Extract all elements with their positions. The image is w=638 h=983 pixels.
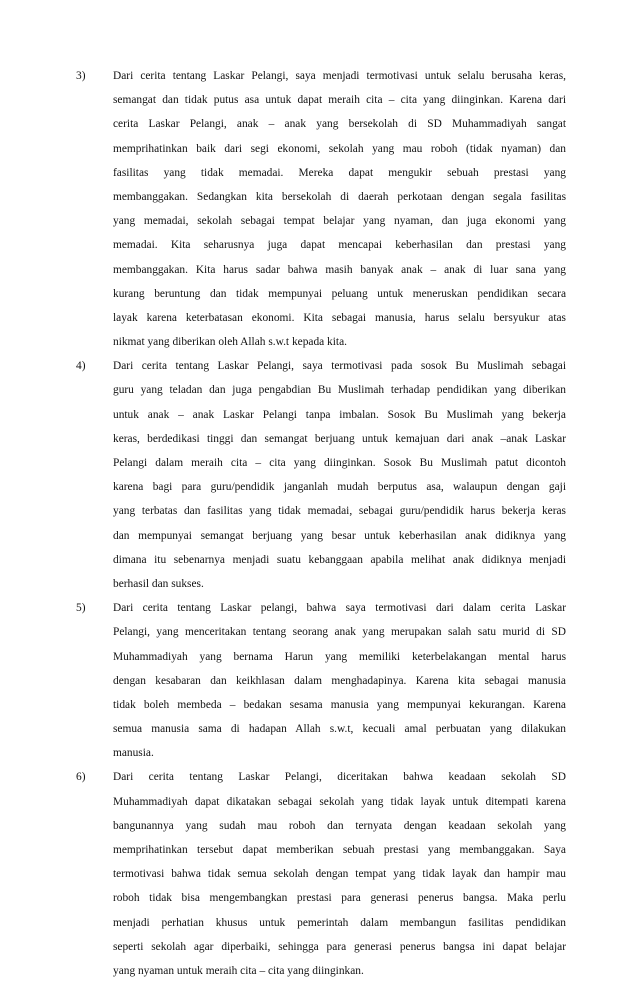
text-line: guru yang teladan dan juga pengabdian Bu Muslimah terhadap pendidikan yang diberikan [113, 384, 566, 397]
list-item-6 [76, 765, 566, 983]
text-line: memprihatinkan tersebut dapat memberikan sebuah prestasi yang membanggakan. Saya [113, 844, 566, 856]
text-line: bangunannya yang sudah mau roboh dan ternyata dengan keadaan sekolah yang [113, 819, 566, 832]
text-line: semangat dan tidak putus asa untuk dapat meraih cita – cita yang diinginkan. Karena dari [113, 94, 566, 107]
text-line: Pelangi, yang menceritakan tentang seorang anak yang merupakan salah satu murid di SD [113, 626, 566, 639]
text-line: Muhammadiyah dapat dikatakan sebagai sekolah yang tidak layak untuk ditempati karena [113, 795, 566, 808]
text-line: untuk anak – anak Laskar Pelangi tanpa imbalan. Sosok Bu Muslimah yang bekerja [113, 408, 566, 421]
text-line: menjadi perhatian khusus untuk pemerintah dalam membangun fasilitas pendidikan [113, 916, 566, 929]
text-line: nikmat yang diberikan oleh Allah s.w.t kepada kita. [113, 336, 347, 349]
text-line: Dari cerita tentang Laskar Pelangi, diceritakan bahwa keadaan sekolah SD [113, 771, 566, 784]
text-line: Dari cerita tentang Laskar pelangi, bahwa saya termotivasi dari dalam cerita Laskar [113, 602, 566, 615]
text-line: memadai. Kita seharusnya juga dapat mencapai keberhasilan dan prestasi yang [113, 239, 566, 252]
text-line: berhasil dan sukses. [113, 577, 204, 590]
text-line: membanggakan. Kita harus sadar bahwa masih banyak anak – anak di luar sana yang [113, 263, 566, 276]
text-line: yang nyaman untuk meraih cita – cita yang diinginkan. [113, 964, 364, 977]
text-line: Pelangi dalam meraih cita – cita yang diinginkan. Sosok Bu Muslimah patut dicontoh [113, 457, 566, 469]
list-item-3 [76, 64, 566, 354]
text-line: Dari cerita tentang Laskar Pelangi, saya termotivasi pada sosok Bu Muslimah sebagai [113, 360, 566, 373]
list-number: 5) [76, 602, 86, 615]
text-line: yang terbatas dan fasilitas yang tidak memadai, sebagai guru/pendidik harus bekerja keras [113, 505, 566, 518]
text-line: tidak boleh membeda – bedakan sesama manusia yang mempunyai kekurangan. Karena [113, 698, 566, 711]
text-line: termotivasi bahwa tidak semua sekolah dengan tempat yang tidak layak dan hampir mau [113, 868, 566, 881]
numbered-list [76, 64, 566, 983]
text-line: Dari cerita tentang Laskar Pelangi, saya menjadi termotivasi untuk selalu berusaha keras, [113, 70, 566, 82]
text-line: seperti sekolah agar diperbaiki, sehingga para generasi penerus bangsa ini dapat belajar [113, 940, 566, 953]
text-line: kurang beruntung dan tidak mempunyai peluang untuk meneruskan pendidikan secara [113, 287, 566, 300]
text-line: roboh tidak bisa mengembangkan prestasi para generasi penerus bangsa. Maka perlu [113, 892, 566, 905]
list-item-4 [76, 354, 566, 596]
text-line: membanggakan. Sedangkan kita bersekolah di daerah perkotaan dengan segala fasilitas [113, 190, 566, 203]
list-number: 3) [76, 70, 86, 82]
list-number: 6) [76, 771, 86, 784]
text-line: Muhammadiyah yang bernama Harun yang memiliki keterbelakangan mental harus [113, 650, 566, 663]
text-line: layak karena keterbatasan ekonomi. Kita sebagai manusia, harus selalu bersyukur atas [113, 311, 566, 324]
text-line: yang memadai, sekolah sebagai tempat belajar yang nyaman, dan juga ekonomi yang [113, 215, 566, 228]
text-line: dengan kesabaran dan keikhlasan dalam menghadapinya. Karena kita sebagai manusia [113, 674, 566, 687]
list-number: 4) [76, 360, 86, 373]
text-line: manusia. [113, 747, 154, 760]
text-line: karena bagi para guru/pendidik janganlah mudah berputus asa, walaupun dengan gaji [113, 481, 566, 494]
text-line: dan mempunyai semangat berjuang yang besar untuk keberhasilan anak didiknya yang [113, 529, 566, 542]
text-line: memprihatinkan baik dari segi ekonomi, sekolah yang mau roboh (tidak nyaman) dan [113, 142, 566, 155]
text-line: fasilitas yang tidak memadai. Mereka dapat mengukir sebuah prestasi yang [113, 166, 566, 179]
text-line: keras, berdedikasi tinggi dan semangat berjuang untuk kemajuan dari anak –anak Laskar [113, 432, 566, 445]
text-line: cerita Laskar Pelangi, anak – anak yang bersekolah di SD Muhammadiyah sangat [113, 118, 566, 131]
text-line: semua manusia sama di hadapan Allah s.w.t, kecuali amal perbuatan yang dilakukan [113, 723, 566, 736]
list-item-5 [76, 596, 566, 765]
text-line: dimana itu sebenarnya menjadi suatu kebanggaan apabila melihat anak didiknya menjadi [113, 553, 566, 566]
